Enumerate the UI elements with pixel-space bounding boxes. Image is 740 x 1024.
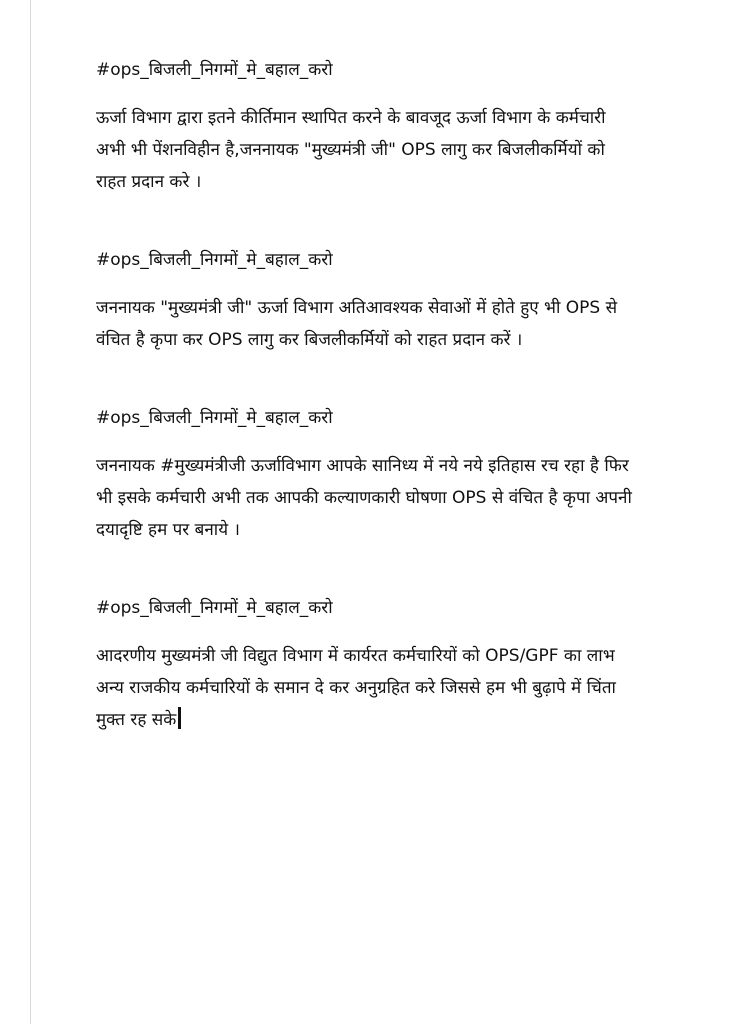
post-hashtag: #ops_बिजली_निगमों_मे_बहाल_करो xyxy=(96,60,333,80)
post-block-2 xyxy=(96,248,636,356)
post-block-4 xyxy=(96,596,636,736)
post-hashtag: #ops_बिजली_निगमों_मे_बहाल_करो xyxy=(96,250,333,270)
document-page[interactable] xyxy=(96,58,636,736)
post-hashtag: #ops_बिजली_निगमों_मे_बहाल_करो xyxy=(96,408,333,428)
post-body-wrapper[interactable] xyxy=(96,640,636,736)
post-body-text: जननायक "मुख्यमंत्री जी" ऊर्जा विभाग अतिआवश्यक सेवाओं में होते हुए भी OPS से वंचित है कृपा कर OPS लागु कर बिजलीकर्मियों को राहत प्रदान करें । xyxy=(96,298,618,350)
text-cursor-icon xyxy=(178,707,181,729)
post-body-text: जननायक #मुख्यमंत्रीजी ऊर्जाविभाग आपके सानिध्य में नये नये इतिहास रच रहा है फिर भी इसके कर्मचारी अभी तक आपकी कल्याणकारी घोषणा OPS से वंचित है कृपा अपनी दयादृष्टि हम पर बनाये । xyxy=(96,456,632,540)
post-block-1 xyxy=(96,58,636,198)
page-edge-divider xyxy=(30,0,31,1024)
post-body-text: ऊर्जा विभाग द्वारा इतने कीर्तिमान स्थापित करने के बावजूद ऊर्जा विभाग के कर्मचारी अभी भी पेंशनविहीन है,जननायक "मुख्यमंत्री जी" OPS लागु कर बिजलीकर्मियों को राहत प्रदान करे । xyxy=(96,108,606,192)
post-block-3 xyxy=(96,406,636,546)
post-body-text: आदरणीय मुख्यमंत्री जी विद्युत विभाग में कार्यरत कर्मचारियों को OPS/GPF का लाभ अन्य राजकीय कर्मचारियों के समान दे कर अनुग्रहित करे जिससे हम भी बुढ़ापे में चिंता मुक्त रह सके xyxy=(96,646,616,730)
post-hashtag: #ops_बिजली_निगमों_मे_बहाल_करो xyxy=(96,598,333,618)
